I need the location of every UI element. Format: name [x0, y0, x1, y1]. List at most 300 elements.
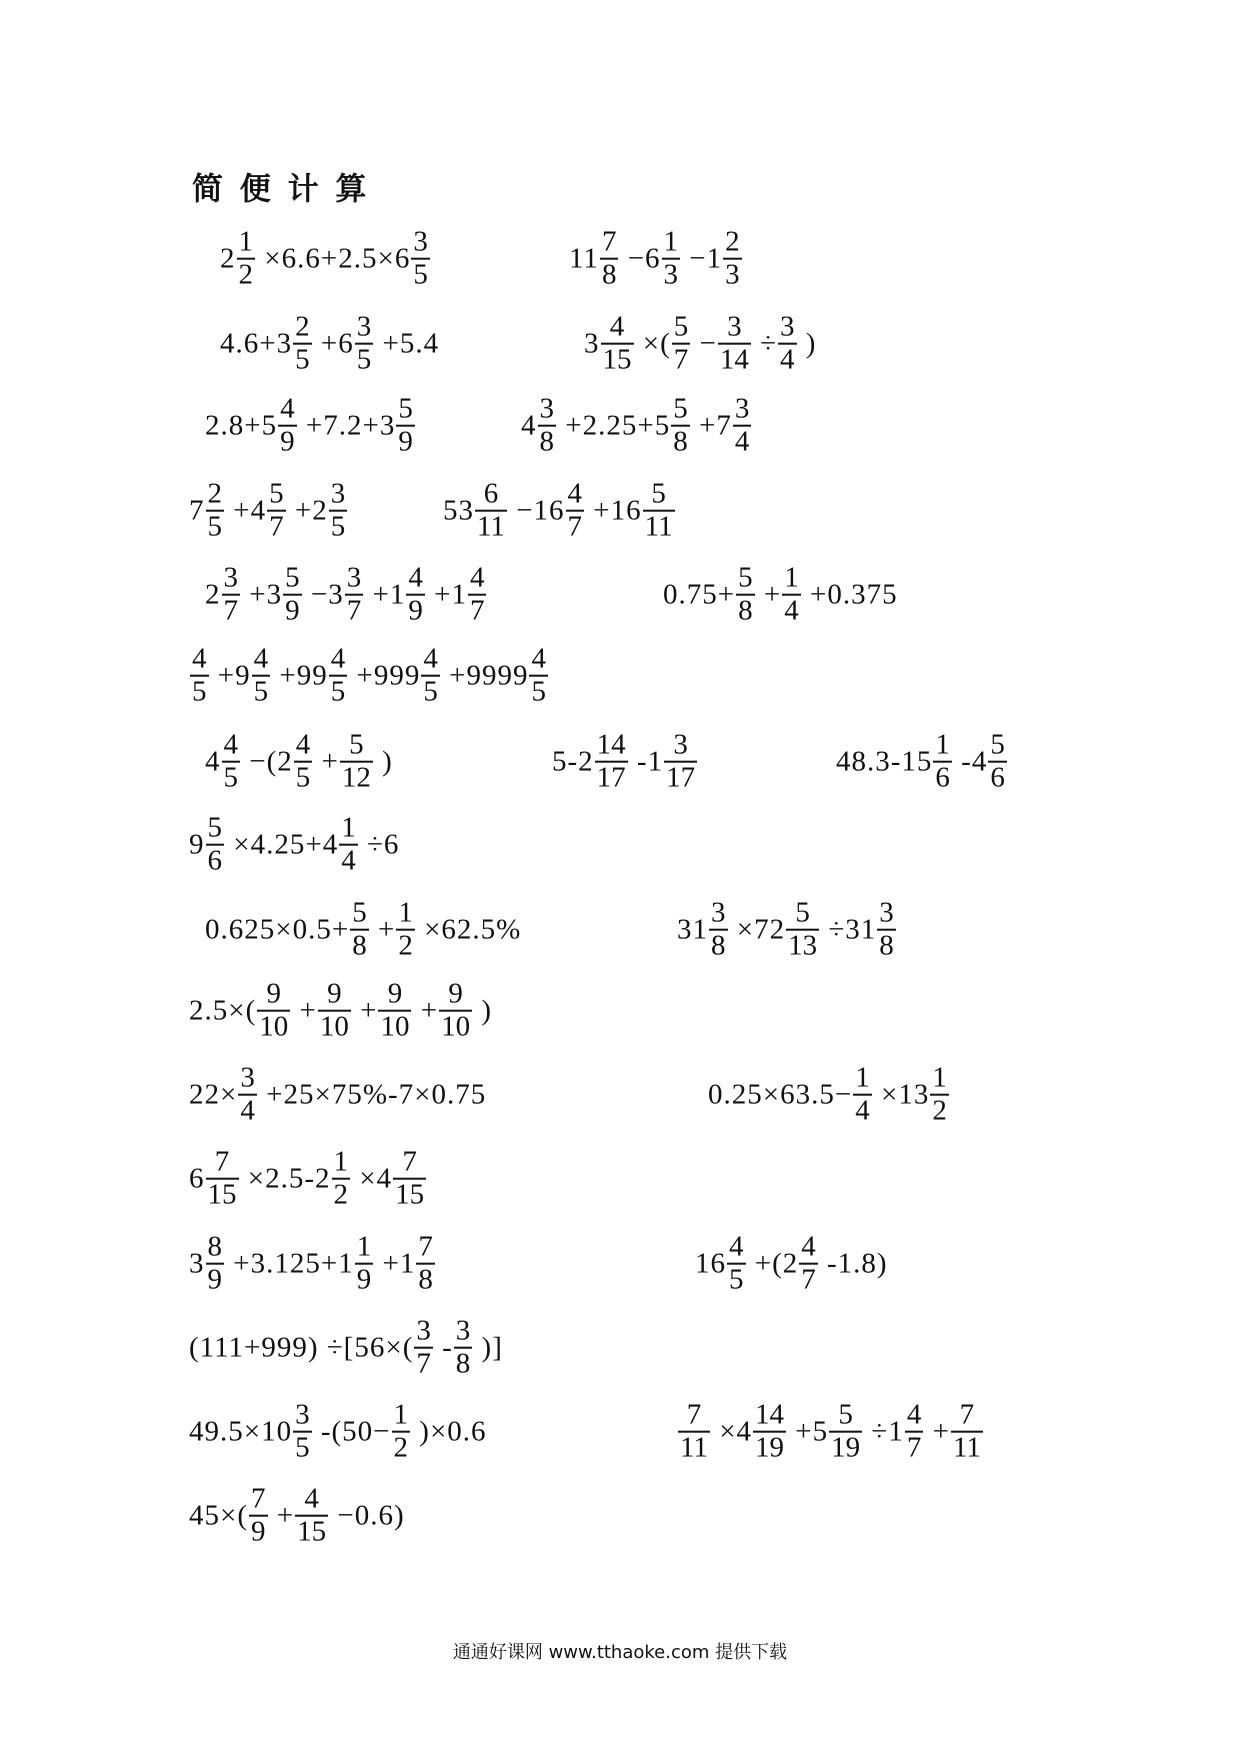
fraction-stack — [392, 1400, 411, 1465]
denominator: 8 — [673, 426, 688, 458]
numerator: 3 — [346, 561, 362, 594]
denominator: 4 — [734, 426, 750, 458]
whole-part: 31 — [677, 913, 708, 946]
numerator: 7 — [251, 1482, 266, 1515]
numerator: 5 — [285, 561, 300, 594]
whole-part: 1 — [399, 1247, 416, 1280]
denominator: 11 — [644, 511, 673, 543]
whole-part: 4 — [250, 494, 267, 527]
mixed-number — [338, 312, 374, 377]
expression-text: + — [271, 659, 297, 692]
whole-part: 4 — [322, 828, 339, 861]
fraction — [339, 730, 374, 795]
problem-26 — [677, 1400, 984, 1465]
numerator: 6 — [483, 477, 499, 510]
fraction-stack — [853, 1063, 872, 1128]
fraction-stack — [278, 394, 297, 459]
numerator: 3 — [330, 477, 346, 510]
fraction — [349, 898, 370, 963]
problem-21 — [189, 1147, 427, 1212]
whole-part: 99 — [296, 659, 328, 692]
fraction-stack — [406, 563, 425, 628]
fraction-stack — [206, 1232, 225, 1297]
mixed-number — [400, 1232, 436, 1297]
fraction-stack — [988, 730, 1007, 795]
fraction — [777, 312, 798, 377]
whole-part: 1 — [706, 242, 723, 275]
fraction-stack — [951, 1400, 983, 1465]
whole-part: 1 — [389, 578, 406, 611]
problem-16 — [205, 898, 521, 963]
fraction-stack — [671, 394, 690, 459]
numerator: 4 — [304, 1482, 319, 1515]
expression-text: 0.25×63.5− — [708, 1078, 853, 1111]
footer-credit: 通通好课网 www.tthaoke.com 提供下载 — [452, 1642, 788, 1663]
fraction-stack — [332, 1147, 351, 1212]
fraction-stack — [538, 394, 557, 459]
fraction-stack — [222, 563, 241, 628]
denominator: 2 — [398, 930, 413, 962]
expression-text: ÷6 — [358, 828, 400, 861]
expression-text: - — [433, 1331, 453, 1364]
numerator: 3 — [295, 1398, 310, 1431]
expression-text: ×62.5% — [415, 913, 522, 946]
mixed-number — [655, 394, 691, 459]
numerator: 5 — [651, 477, 666, 510]
numerator: 5 — [738, 561, 753, 594]
expression-text: × — [351, 1162, 377, 1195]
expression-text: +0.375 — [801, 578, 898, 611]
numerator: 1 — [238, 225, 253, 258]
whole-part: 13 — [898, 1078, 930, 1111]
numerator: 2 — [295, 310, 310, 343]
numerator: 5 — [673, 310, 689, 343]
denominator: 4 — [240, 1095, 255, 1127]
fraction-stack — [267, 479, 286, 544]
expression-text: + — [440, 659, 467, 692]
expression-text: +25×75%-7×0.75 — [257, 1078, 487, 1111]
mixed-number — [297, 644, 349, 709]
expression-text: + — [412, 994, 439, 1027]
expression-text: 2.8+ — [205, 409, 262, 442]
numerator: 5 — [352, 896, 367, 929]
fraction-stack — [709, 898, 728, 963]
fraction-stack — [753, 1400, 786, 1465]
problem-4 — [584, 312, 816, 377]
denominator: 4 — [780, 344, 795, 376]
mixed-number — [277, 730, 313, 795]
denominator: 5 — [423, 676, 438, 708]
denominator: 7 — [801, 1264, 816, 1296]
fraction-stack — [786, 898, 819, 963]
denominator: 9 — [280, 426, 295, 458]
denominator: 15 — [395, 1179, 425, 1211]
mixed-number — [328, 563, 364, 628]
fraction-stack — [723, 227, 742, 292]
mixed-number — [569, 227, 619, 292]
numerator: 8 — [207, 1230, 222, 1263]
denominator: 8 — [352, 930, 367, 962]
problem-22 — [189, 1232, 436, 1297]
whole-part: 15 — [901, 745, 933, 778]
numerator: 4 — [801, 1230, 816, 1263]
expression-text: 2.5×( — [189, 994, 257, 1027]
expression-text: + — [585, 494, 611, 527]
denominator: 19 — [755, 1432, 785, 1464]
fraction-stack — [664, 730, 697, 795]
denominator: 15 — [207, 1179, 237, 1211]
whole-part: 6 — [189, 1162, 205, 1195]
fraction-stack — [421, 644, 440, 709]
denominator: 14 — [719, 344, 749, 376]
numerator: 4 — [295, 728, 311, 761]
fraction-stack — [295, 1484, 328, 1549]
expression-text: + — [374, 1247, 400, 1280]
denominator: 5 — [295, 344, 310, 376]
problem-14 — [836, 730, 1008, 795]
mixed-number — [648, 730, 699, 795]
fraction-stack — [283, 563, 302, 628]
denominator: 5 — [531, 676, 546, 708]
expression-text: + — [755, 578, 782, 611]
fraction-stack — [318, 979, 351, 1044]
fraction-stack — [206, 479, 225, 544]
whole-part: 6 — [645, 242, 661, 275]
mixed-number — [521, 394, 557, 459]
mixed-number — [323, 813, 359, 878]
fraction-stack — [905, 1400, 924, 1465]
fraction-stack — [206, 1147, 239, 1212]
denominator: 3 — [725, 259, 740, 291]
denominator: 4 — [341, 845, 356, 877]
fraction — [189, 644, 210, 709]
denominator: 7 — [223, 595, 238, 627]
mixed-number — [205, 730, 241, 795]
mixed-number — [466, 644, 549, 709]
expression-text: ) — [373, 745, 393, 778]
fraction-stack — [454, 1316, 473, 1381]
whole-part: 2 — [782, 1247, 799, 1280]
denominator: 9 — [408, 595, 423, 627]
fraction-stack — [222, 730, 241, 795]
denominator: 11 — [952, 1432, 981, 1464]
numerator: 3 — [711, 896, 726, 929]
expression-text: + — [787, 1415, 813, 1448]
whole-part: 1 — [888, 1415, 904, 1448]
fraction — [395, 898, 416, 963]
whole-part: 1 — [647, 745, 664, 778]
numerator: 4 — [408, 561, 423, 594]
whole-part: 2 — [578, 745, 594, 778]
problem-18 — [189, 979, 492, 1044]
denominator: 10 — [319, 1011, 349, 1043]
mixed-number — [611, 479, 676, 544]
expression-text: + — [291, 994, 317, 1027]
fraction-stack — [718, 312, 751, 377]
expression-text: ÷ — [863, 1415, 889, 1448]
whole-part: 16 — [533, 494, 565, 527]
whole-part: 10 — [261, 1415, 293, 1448]
expression-text: − — [691, 327, 717, 360]
whole-part: 53 — [443, 494, 474, 527]
problem-17 — [677, 898, 897, 963]
expression-text: +5.4 — [374, 327, 440, 360]
expression-text: + — [312, 327, 339, 360]
expression-text: + — [209, 659, 236, 692]
problem-27 — [189, 1484, 405, 1549]
fraction-stack — [930, 1063, 949, 1128]
problem-7 — [189, 479, 348, 544]
mixed-number — [534, 479, 586, 544]
fraction-stack — [411, 227, 430, 292]
whole-part: 7 — [189, 494, 205, 527]
fraction — [671, 312, 692, 377]
denominator: 7 — [416, 1348, 431, 1380]
fraction — [677, 1400, 711, 1465]
mixed-number — [754, 898, 820, 963]
mixed-number — [189, 1147, 240, 1212]
fraction-stack — [257, 979, 290, 1044]
whole-part: 9 — [189, 828, 205, 861]
mixed-number — [707, 227, 743, 292]
mixed-number — [901, 730, 953, 795]
expression-text: +( — [746, 1247, 783, 1280]
mixed-number — [262, 394, 298, 459]
fraction-stack — [378, 979, 411, 1044]
problem-2 — [569, 227, 743, 292]
fraction-stack — [249, 1484, 268, 1549]
fraction — [391, 1400, 412, 1465]
numerator: 3 — [356, 310, 372, 343]
denominator: 8 — [711, 930, 726, 962]
denominator: 11 — [477, 511, 505, 543]
whole-part: 4 — [521, 409, 537, 442]
denominator: 5 — [295, 1432, 310, 1464]
fraction-stack — [293, 312, 312, 377]
numerator: 4 — [469, 561, 485, 594]
numerator: 5 — [990, 728, 1005, 761]
numerator: 3 — [455, 1314, 471, 1347]
problem-1 — [220, 227, 431, 292]
mixed-number — [578, 730, 629, 795]
fraction-stack — [662, 227, 681, 292]
whole-part: 2 — [315, 1162, 331, 1195]
fraction — [717, 312, 752, 377]
denominator: 7 — [469, 595, 485, 627]
expression-text: + — [690, 409, 717, 442]
fraction-stack — [799, 1232, 818, 1297]
denominator: 5 — [330, 511, 346, 543]
numerator: 4 — [531, 642, 546, 675]
whole-part: 3 — [584, 327, 600, 360]
fraction-stack — [782, 563, 801, 628]
mixed-number — [251, 479, 287, 544]
fraction-stack — [439, 979, 472, 1044]
problem-11 — [189, 644, 549, 709]
mixed-number — [338, 1232, 374, 1297]
fraction-stack — [345, 563, 364, 628]
expression-text: + — [268, 1499, 295, 1532]
denominator: 17 — [666, 762, 696, 794]
fraction-stack — [339, 813, 358, 878]
numerator: 2 — [725, 225, 740, 258]
denominator: 5 — [413, 259, 428, 291]
numerator: 7 — [402, 1145, 417, 1178]
numerator: 7 — [418, 1230, 433, 1263]
fraction — [852, 1063, 873, 1128]
denominator: 5 — [253, 676, 269, 708]
expression-text: + — [364, 578, 390, 611]
whole-part: 3 — [379, 409, 396, 442]
fraction-stack — [601, 312, 634, 377]
mixed-number — [220, 227, 256, 292]
fraction — [377, 979, 412, 1044]
whole-part: 7 — [716, 409, 732, 442]
denominator: 8 — [539, 426, 554, 458]
expression-text: + — [369, 913, 396, 946]
problem-24 — [189, 1316, 503, 1381]
whole-part: 16 — [610, 494, 642, 527]
expression-text: + — [425, 578, 452, 611]
fraction-stack — [566, 479, 585, 544]
numerator: 1 — [663, 225, 679, 258]
problem-20 — [708, 1063, 950, 1128]
fraction-stack — [329, 644, 348, 709]
mixed-number — [716, 394, 752, 459]
numerator: 4 — [253, 642, 269, 675]
expression-text: 0.75+ — [663, 578, 736, 611]
mixed-number — [261, 1400, 313, 1465]
denominator: 6 — [207, 845, 222, 877]
whole-part: 6 — [338, 327, 354, 360]
fraction-stack — [468, 563, 487, 628]
expression-text: × — [872, 1078, 899, 1111]
denominator: 8 — [601, 259, 617, 291]
denominator: 5 — [223, 762, 238, 794]
denominator: 2 — [932, 1095, 947, 1127]
numerator: 4 — [223, 728, 238, 761]
numerator: 4 — [906, 1398, 922, 1431]
expression-text: (111+999) ÷[56×( — [189, 1331, 414, 1364]
numerator: 9 — [266, 977, 282, 1010]
numerator: 2 — [207, 477, 222, 510]
mixed-number — [584, 312, 635, 377]
expression-text: + — [924, 1415, 950, 1448]
expression-text: 22× — [189, 1078, 238, 1111]
whole-part: 2 — [312, 494, 328, 527]
numerator: 1 — [333, 1145, 349, 1178]
fraction — [294, 1484, 329, 1549]
problem-12 — [205, 730, 393, 795]
whole-part: 4 — [205, 745, 221, 778]
denominator: 9 — [398, 426, 413, 458]
fraction-stack — [238, 1063, 257, 1128]
whole-part: 5 — [654, 409, 671, 442]
fraction — [950, 1400, 984, 1465]
denominator: 5 — [729, 1264, 744, 1296]
numerator: 7 — [686, 1398, 702, 1431]
whole-part: 3 — [189, 1247, 205, 1280]
mixed-number — [380, 394, 416, 459]
mixed-number — [677, 898, 729, 963]
fraction-stack — [340, 730, 373, 795]
fraction-stack — [355, 312, 374, 377]
fraction-stack — [736, 563, 755, 628]
fraction-stack — [329, 479, 348, 544]
whole-part: 16 — [695, 1247, 726, 1280]
whole-part: 999 — [373, 659, 421, 692]
whole-part: 31 — [845, 913, 877, 946]
numerator: 4 — [567, 477, 583, 510]
mixed-number — [443, 479, 508, 544]
expression-text: + — [313, 745, 339, 778]
whole-part: 1 — [338, 1247, 354, 1280]
numerator: 14 — [596, 728, 626, 761]
fraction-stack — [252, 644, 271, 709]
fraction-stack — [643, 479, 675, 544]
numerator: 3 — [539, 392, 554, 425]
denominator: 13 — [788, 930, 818, 962]
expression-text: ) — [797, 327, 817, 360]
numerator: 1 — [935, 728, 950, 761]
mixed-number — [395, 227, 431, 292]
mixed-number — [277, 312, 313, 377]
denominator: 5 — [330, 676, 346, 708]
mixed-number — [377, 1147, 428, 1212]
numerator: 5 — [795, 896, 810, 929]
whole-part: 6 — [394, 242, 411, 275]
expression-text: )] — [473, 1331, 503, 1364]
denominator: 9 — [251, 1516, 266, 1548]
expression-text: + — [348, 659, 374, 692]
expression-text: + — [351, 994, 378, 1027]
expression-text: −( — [241, 745, 278, 778]
whole-part: 9 — [235, 659, 251, 692]
denominator: 2 — [238, 259, 253, 291]
whole-part: 2 — [277, 745, 293, 778]
numerator: 9 — [448, 977, 463, 1010]
expression-text: ×2.5- — [239, 1162, 316, 1195]
fraction — [248, 1484, 269, 1549]
denominator: 2 — [333, 1179, 349, 1211]
mixed-number — [972, 730, 1008, 795]
fraction-stack — [778, 312, 797, 377]
fraction-stack — [475, 479, 507, 544]
fraction-stack — [237, 227, 256, 292]
numerator: 3 — [416, 1314, 431, 1347]
problem-3 — [220, 312, 439, 377]
fraction-stack — [727, 1232, 746, 1297]
problem-6 — [521, 394, 752, 459]
denominator: 5 — [192, 676, 207, 708]
expression-text: 5- — [552, 745, 579, 778]
fraction-stack — [595, 730, 628, 795]
expression-text: 49.5× — [189, 1415, 262, 1448]
denominator: 15 — [602, 344, 632, 376]
denominator: 6 — [935, 762, 950, 794]
fraction-stack — [414, 1316, 433, 1381]
numerator: 1 — [393, 1398, 409, 1431]
problem-19 — [189, 1063, 486, 1128]
expression-text: + — [241, 578, 267, 611]
whole-part: 2 — [220, 242, 236, 275]
denominator: 17 — [596, 762, 626, 794]
denominator: 7 — [906, 1432, 922, 1464]
numerator: 5 — [349, 728, 364, 761]
worksheet-title: 简 便 计 算 — [192, 171, 370, 208]
expression-text: −0.6) — [329, 1499, 405, 1532]
fraction-stack — [190, 644, 209, 709]
